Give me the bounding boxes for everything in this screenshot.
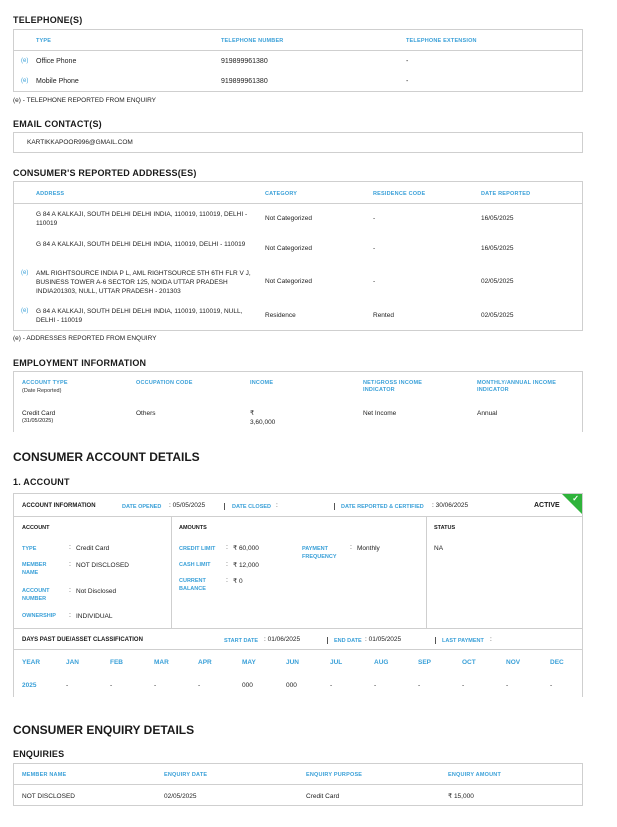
telephones-table [13,29,583,92]
last-payment-label: LAST PAYMENT [442,638,484,644]
dpd-month-mar: MAR [154,659,169,666]
current-balance-label: CURRENT BALANCE [179,578,206,592]
date-closed-value: : [276,502,278,509]
phone-number: 919899961380 [221,78,268,85]
status-col-title: STATUS [434,525,456,531]
th-member-name: MEMBER NAME [22,772,67,778]
th-category: CATEGORY [265,191,298,197]
current-balance-value: ₹ 0 [233,578,243,585]
dpd-value-oct: - [462,682,465,689]
account-number-value: Not Disclosed [76,588,117,595]
account-col-title: ACCOUNT [22,525,50,531]
phone-ext: - [406,58,409,65]
last-payment-value: : [490,636,492,643]
dpd-title: DAYS PAST DUE/ASSET CLASSIFICATION [22,637,143,643]
date-opened-label: DATE OPENED [122,504,162,510]
enquiry-amount: ₹ 15,000 [448,793,474,800]
addresses-note: (e) - ADDRESSES REPORTED FROM ENQUIRY [13,335,157,342]
dpd-value-may: 000 [242,682,253,689]
address-code: - [373,215,376,222]
colon: : [350,544,352,551]
th-date-reported-sub: (Date Reported) [22,388,62,394]
date-closed-label: DATE CLOSED [232,504,272,510]
telephones-note: (e) - TELEPHONE REPORTED FROM ENQUIRY [13,97,157,104]
dpd-month-jul: JUL [330,659,343,666]
type-value: Credit Card [76,545,110,552]
enquiries-subtitle: ENQUIRIES [13,749,65,759]
type-label: TYPE [22,546,37,552]
employment-income-symbol: ₹ [250,410,255,417]
dpd-month-apr: APR [198,659,212,666]
address-category: Not Categorized [265,278,312,285]
date-reported-label: DATE REPORTED & CERTIFIED [341,504,424,510]
ownership-value: INDIVIDUAL [76,613,113,620]
employment-table [13,371,583,432]
th-net-gross: NET/GROSS INCOME INDICATOR [363,380,423,393]
colon: : [226,544,228,551]
dpd-month-jun: JUN [286,659,300,666]
start-date-label: START DATE [224,638,259,644]
phone-number: 919899961380 [221,58,268,65]
address-date: 16/05/2025 [481,245,514,252]
end-date-label: END DATE [334,638,362,644]
th-date-reported: DATE REPORTED [481,191,531,197]
payment-frequency-value: Monthly [357,545,380,552]
dpd-value-mar: - [154,682,157,689]
dpd-value-sep: - [418,682,421,689]
account-number-label: ACCOUNT NUMBER [22,588,50,602]
th-enquiry-date: ENQUIRY DATE [164,772,208,778]
payment-frequency-label: PAYMENT FREQUENCY [302,546,337,560]
colon: : [226,577,228,584]
date-opened-text: 05/05/2025 [172,502,206,509]
credit-limit-value: ₹ 60,000 [233,545,259,552]
email-title: EMAIL CONTACT(S) [13,119,102,129]
enquiry-mark: (e) [21,270,29,276]
dpd-value-jul: - [330,682,333,689]
th-number: TELEPHONE NUMBER [221,38,284,44]
account-details-title: CONSUMER ACCOUNT DETAILS [13,450,200,464]
end-date-value: : 01/05/2025 [365,636,402,643]
th-type: TYPE [36,38,52,44]
colon: : [69,561,71,568]
th-occupation-code: OCCUPATION CODE [136,380,193,386]
member-label: MEMBER NAME [22,562,47,576]
colon: : [226,561,228,568]
addresses-title: CONSUMER'S REPORTED ADDRESS(ES) [13,168,197,178]
dpd-value-nov: - [506,682,509,689]
address-text: G 84 A KALKAJI, SOUTH DELHI DELHI INDIA, 110019, 110019, NULL, DELHI - 110019 [36,308,243,324]
email-value: KARTIKKAPOOR996@GMAIL.COM [27,139,133,146]
dpd-month-oct: OCT [462,659,476,666]
address-date: 02/05/2025 [481,278,514,285]
dpd-month-feb: FEB [110,659,123,666]
dpd-month-jan: JAN [66,659,80,666]
th-enquiry-purpose: ENQUIRY PURPOSE [306,772,363,778]
th-account-type: ACCOUNT TYPE [22,380,68,386]
address-category: Residence [265,312,296,319]
dpd-value-apr: - [198,682,201,689]
dpd-month-nov: NOV [506,659,521,666]
dpd-value-aug: - [374,682,377,689]
start-date-text: 01/06/2025 [267,636,301,643]
amounts-col-title: AMOUNTS [179,525,207,531]
address-code: - [373,278,376,285]
employment-title: EMPLOYMENT INFORMATION [13,358,147,368]
enquiry-date: 02/05/2025 [164,793,197,800]
dpd-month-may: MAY [242,659,256,666]
cash-limit-label: CASH LIMIT [179,562,211,568]
credit-limit-label: CREDIT LIMIT [179,546,216,552]
email-box [13,132,583,153]
account-card [13,493,583,697]
address-code: - [373,245,376,252]
status-value: NA [434,545,444,552]
colon: : [69,587,71,594]
address-date: 02/05/2025 [481,312,514,319]
employment-monthly-annual: Annual [477,410,498,417]
dpd-month-sep: SEP [418,659,432,666]
date-opened-value: : 05/05/2025 [169,502,206,509]
member-value: NOT DISCLOSED [76,562,129,569]
phone-type: Mobile Phone [36,78,79,85]
address-text: G 84 A KALKAJI, SOUTH DELHI DELHI INDIA, 110019, 110019, DELHI - 110019 [36,211,248,227]
th-residence-code: RESIDENCE CODE [373,191,426,197]
check-icon: ✓ [572,494,579,503]
enquiry-member: NOT DISCLOSED [22,793,75,800]
employment-account-type: Credit Card [22,410,56,417]
th-income: INCOME [250,380,274,386]
dpd-value-dec: - [550,682,553,689]
addresses-table [13,181,583,331]
account-heading: 1. ACCOUNT [13,477,70,487]
status-badge: ACTIVE [534,502,560,509]
dpd-value-feb: - [110,682,113,689]
employment-date: (31/05/2025) [22,418,54,424]
employment-income: 3,60,000 [250,419,276,426]
colon: : [69,544,71,551]
address-text: AML RIGHTSOURCE INDIA P L, AML RIGHTSOURCE 5TH 6TH FLR V J, BUSINESS TOWER A-6 SECTOR 125, NOIDA UTTAR PRADESH INDIA201303, NULL, UTTAR PRADESH - 201303 [36,270,251,295]
dpd-month-aug: AUG [374,659,389,666]
enquiry-mark: (e) [21,78,29,84]
cash-limit-value: ₹ 12,000 [233,562,259,569]
phone-ext: - [406,78,409,85]
enquiry-mark: (e) [21,58,29,64]
address-date: 16/05/2025 [481,215,514,222]
address-category: Not Categorized [265,215,312,222]
dpd-month-year: YEAR [22,659,41,666]
dpd-value-jun: 000 [286,682,297,689]
dpd-value-jan: - [66,682,69,689]
address-code: Rented [373,312,394,319]
account-info-label: ACCOUNT INFORMATION [22,503,96,509]
ownership-label: OWNERSHIP [22,613,56,619]
start-date-value: : 01/06/2025 [264,636,301,643]
employment-net-gross: Net Income [363,410,397,417]
phone-type: Office Phone [36,58,77,65]
th-address: ADDRESS [36,191,65,197]
dpd-month-dec: DEC [550,659,564,666]
enquiry-mark: (e) [21,308,29,314]
enquiry-purpose: Credit Card [306,793,340,800]
telephones-title: TELEPHONE(S) [13,15,83,25]
th-monthly-annual: MONTHLY/ANNUAL INCOME INDICATOR [477,380,557,393]
dpd-year-value: 2025 [22,682,37,689]
end-date-text: 01/05/2025 [368,636,402,643]
colon: : [69,612,71,619]
address-text: G 84 A KALKAJI, SOUTH DELHI DELHI INDIA, 110019, DELHI - 110019 [36,241,246,248]
date-reported-value: : 30/06/2025 [432,502,469,509]
enquiry-title: CONSUMER ENQUIRY DETAILS [13,723,195,737]
th-enquiry-amount: ENQUIRY AMOUNT [448,772,502,778]
employment-occupation: Others [136,410,156,417]
date-reported-text: 30/06/2025 [435,502,469,509]
enquiry-table [13,763,583,806]
address-category: Not Categorized [265,245,312,252]
th-ext: TELEPHONE EXTENSION [406,38,477,44]
